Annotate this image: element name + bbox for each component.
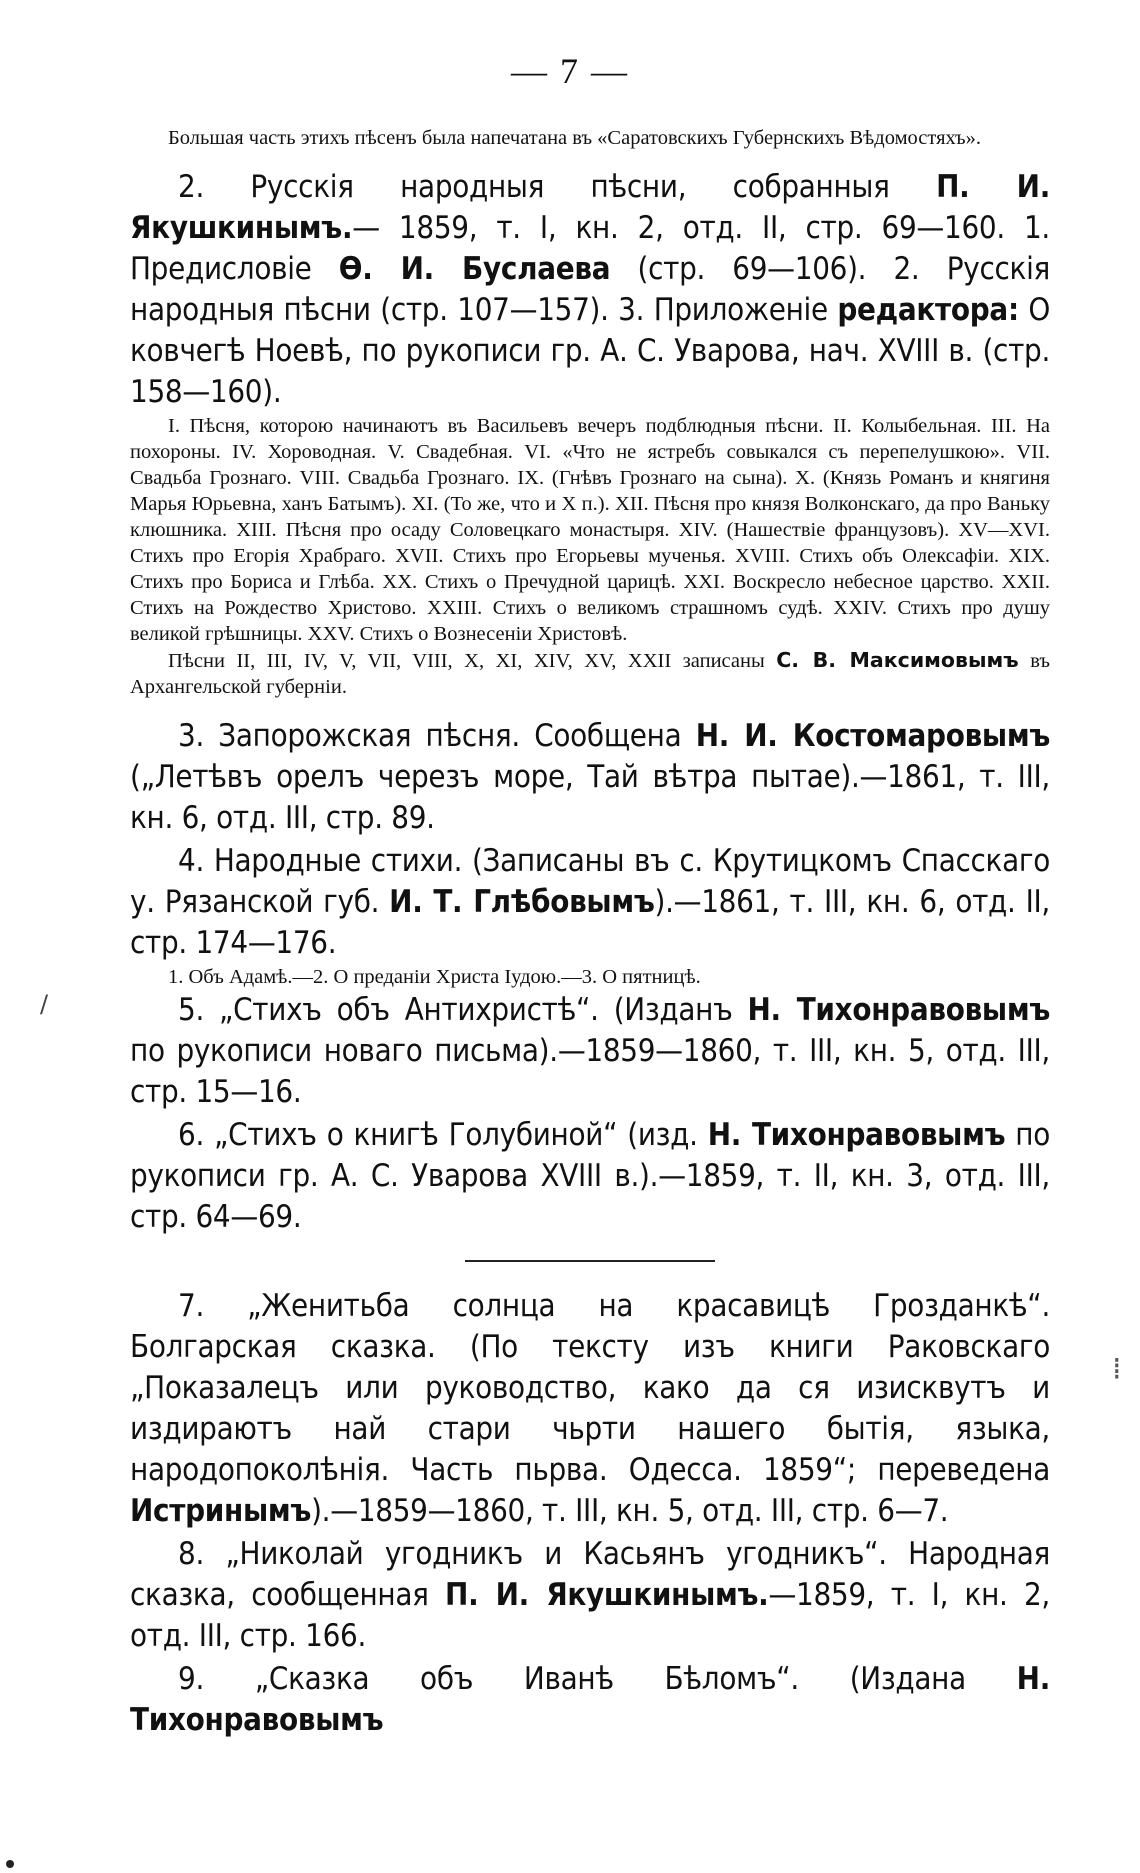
entry-8-author: П. И. Якушкинымъ. bbox=[445, 1577, 769, 1613]
entry-4-text-2: ).—1861, т. III, кн. 6, отд. II, стр. 174—176. bbox=[130, 884, 1050, 961]
entry-2-editor: редактора: bbox=[837, 292, 1019, 328]
entry-5-text-2: по рукописи новаго письма).—1859—1860, т. III, кн. 5, отд. III, стр. 15—16. bbox=[130, 1033, 1050, 1110]
page-content bbox=[130, 125, 1050, 1741]
entry-4-author: И. Т. Глѣбовымъ bbox=[389, 884, 655, 920]
ink-spot-icon bbox=[6, 1860, 14, 1868]
entry-2-text-3: (стр. 69—106). 2. Русскія народныя пѣсни (стр. 107—157). 3. Приложеніе bbox=[130, 251, 1050, 328]
intro-paragraph: Большая часть этихъ пѣсенъ была напечатана въ «Саратовскихъ Губернскихъ Вѣдомостяхъ». bbox=[168, 127, 981, 149]
entry-2-note-text-2: въ Архангельской губерніи. bbox=[130, 650, 1050, 698]
entry-9-text-1: 9. „Сказка объ Иванѣ Бѣломъ“. (Издана bbox=[178, 1661, 1017, 1697]
entry-4 bbox=[130, 841, 1050, 964]
margin-scribble-icon: ⁞ bbox=[1112, 1352, 1122, 1387]
entry-2-text-1: 2. Русскія народныя пѣсни, собранныя bbox=[178, 169, 937, 205]
entry-2-note-author: С. В. Максимовымъ bbox=[776, 648, 1019, 672]
entry-8-text-2: —1859, т. I, кн. 2, отд. III, стр. 166. bbox=[130, 1577, 1050, 1654]
spacer bbox=[130, 700, 1050, 716]
entry-5-author: Н. Тихонравовымъ bbox=[747, 992, 1050, 1028]
entry-6-text-2: по рукописи гр. А. С. Уварова XVIII в.).—1859, т. II, кн. 3, отд. III, стр. 64—69. bbox=[130, 1117, 1050, 1235]
entry-7-text-2: ).—1859—1860, т. III, кн. 5, отд. III, стр. 6—7. bbox=[311, 1493, 949, 1529]
entry-3 bbox=[130, 716, 1050, 839]
entry-2 bbox=[130, 167, 1050, 413]
spacer bbox=[130, 151, 1050, 167]
entry-3-text-1: 3. Запорожская пѣсня. Сообщена bbox=[178, 718, 696, 754]
entry-7-translator: Истринымъ bbox=[130, 1493, 312, 1529]
entry-8-text-1: 8. „Николай угодникъ и Касьянъ угодникъ“. Народная сказка, сообщенная bbox=[130, 1536, 1050, 1613]
entry-5-text-1: 5. „Стихъ объ Антихристѣ“. (Изданъ bbox=[178, 992, 748, 1028]
page-number: — 7 — bbox=[511, 51, 629, 91]
entry-2-author-1: П. И. Якушкинымъ. bbox=[130, 169, 1051, 246]
entry-6 bbox=[130, 1115, 1050, 1238]
entry-2-note bbox=[130, 647, 1050, 700]
entry-4-text-1: 4. Народные стихи. (Записаны въ с. Крутицкомъ Спасскаго у. Рязанской губ. bbox=[130, 843, 1050, 920]
entry-2-note-text-1: Пѣсни II, III, IV, V, VII, VIII, X, XI, XIV, XV, XXII записаны bbox=[168, 650, 777, 672]
entry-4-contents: 1. Объ Адамѣ.—2. О преданіи Христа Іудою.—3. О пятницѣ. bbox=[168, 966, 701, 988]
entry-5 bbox=[130, 990, 1050, 1113]
section-divider bbox=[465, 1260, 715, 1262]
entry-9 bbox=[130, 1659, 1050, 1741]
entry-2-contents: I. Пѣсня, которою начинаютъ въ Васильевъ вечеръ подблюдныя пѣсни. II. Колыбельная. III. На похороны. IV. Хороводная. V. Свадебная. VI. «Что не ястребъ совыкался съ перепелушкою». VII. Свадьба Грознаго. VIII. Свадьба Грознаго. IX. (Гнѣвъ Грознаго на сына). X. (Князь Романъ и княгиня Марья Юрьевна, ханъ Батымъ). XI. (То же, что и X п.). XII. Пѣсня про князя Волконскаго, да про Ваньку клюшника. XIII. Пѣсня про осаду Соловецкаго монастыря. XIV. (Нашествіе французовъ). XV—XVI. Стихъ про Егорія Храбраго. XVII. Стихъ про Егорьевы мученья. XVIII. Стихъ объ Олексафіи. XIX. Стихъ про Бориса и Глѣба. XX. Стихъ о Пречудной царицѣ. XXI. Воскресло небесное царство. XXII. Стихъ на Рождество Христово. XXIII. Стихъ о великомъ страшномъ судѣ. XXIV. Стихъ про душу великой грѣшницы. XXV. Стихъ о Вознесеніи Христовѣ. bbox=[130, 415, 1050, 645]
entry-3-author: Н. И. Костомаровымъ bbox=[695, 718, 1051, 754]
entry-2-text-2: — 1859, т. I, кн. 2, отд. II, стр. 69—160. 1. Предисловіе bbox=[130, 210, 1050, 287]
entry-6-text-1: 6. „Стихъ о книгѣ Голубиной“ (изд. bbox=[178, 1117, 708, 1153]
entry-6-author: Н. Тихонравовымъ bbox=[707, 1117, 1006, 1153]
margin-tick-icon: / bbox=[40, 990, 49, 1018]
entry-7-text-1: 7. „Женитьба солнца на красавицѣ Грозданкѣ“. Болгарская сказка. (По тексту изъ книги Раковскаго „Показалецъ или руководство, како да ся изисквутъ и издираютъ най стари чьрти нашего бытія, языка, народопоколѣнія. Часть пьрва. Одесса. 1859“; переведена bbox=[130, 1288, 1050, 1488]
entry-2-author-2: Ѳ. И. Буслаева bbox=[338, 251, 611, 287]
entry-8 bbox=[130, 1534, 1050, 1657]
entry-3-text-2: („Летѣвъ орелъ черезъ море, Тай вѣтра пытае).—1861, т. III, кн. 6, отд. III, стр. 89. bbox=[130, 759, 1050, 836]
entry-2-text-4: О ковчегѣ Ноевѣ, по рукописи гр. А. С. Уварова, нач. XVIII в. (стр. 158—160). bbox=[130, 292, 1050, 410]
entry-9-author: Н. Тихонравовымъ bbox=[130, 1661, 1050, 1738]
entry-7 bbox=[130, 1286, 1050, 1532]
